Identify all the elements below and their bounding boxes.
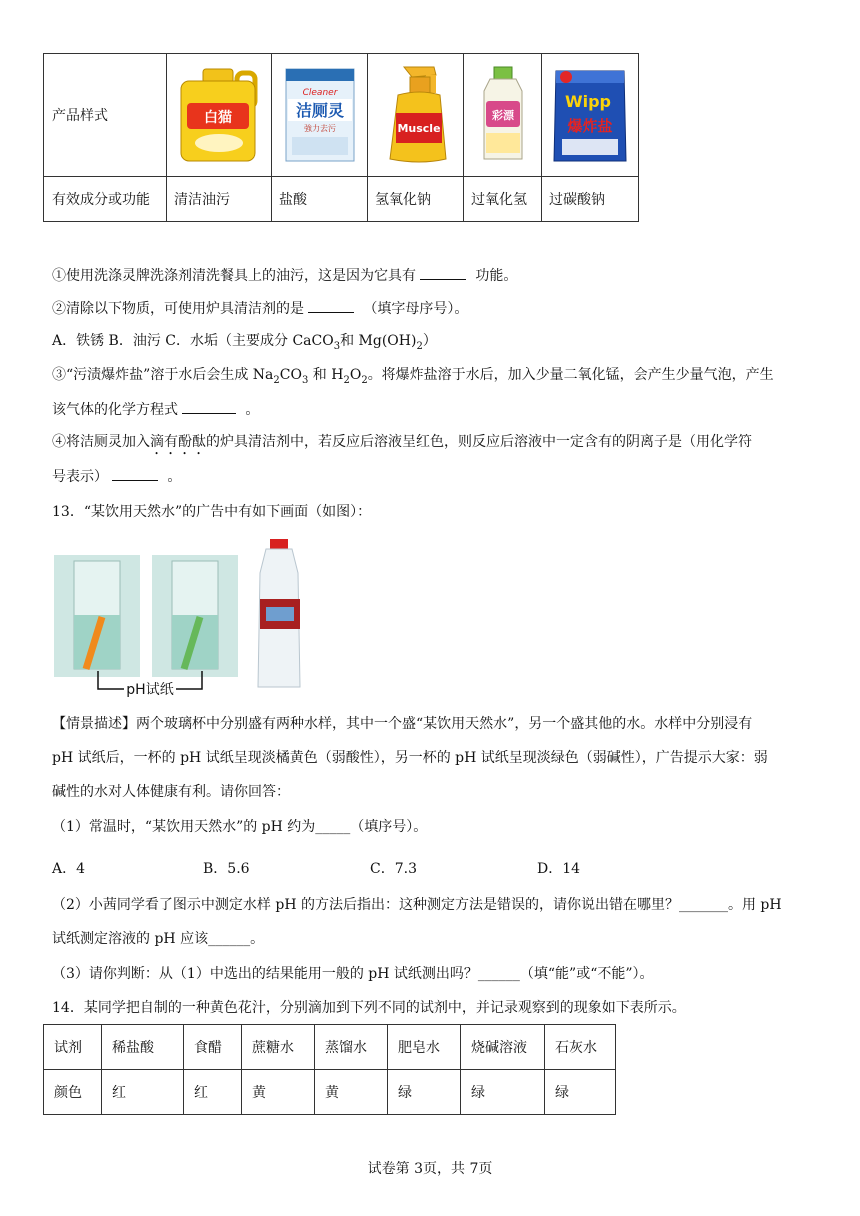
table-cell: 肥皂水 [388, 1025, 461, 1070]
product-image-cell [464, 54, 542, 177]
q12-item-3-cont: 该气体的化学方程式 。 [52, 399, 259, 419]
product-image-cell [368, 54, 464, 177]
svg-text:Cleaner: Cleaner [302, 88, 337, 98]
q12-item-3: ③“污渍爆炸盐”溶于水后会生成 $Na_2CO_3$ 和 $H_2O_2$。将爆炸盐溶于水后，加入少量二氧化锰，会产生少量气泡，产生 [52, 367, 774, 386]
q12-item-2: ②清除以下物质，可使用炉具清洁剂的是 （填字母序号）。 [52, 298, 468, 318]
function-cell: 过碳酸钠 [542, 177, 639, 222]
q12-item-1: ①使用洗涤灵牌洗涤剂清洗餐具上的油污，这是因为它具有 功能。 [52, 265, 517, 285]
page-footer: 试卷第 3页，共 7页 [367, 1161, 493, 1177]
bleach-bottle-icon [476, 63, 530, 167]
spray-bottle-icon [376, 63, 456, 167]
svg-text:彩漂: 彩漂 [491, 109, 514, 122]
detergent-bottle-icon [175, 65, 263, 165]
ph-test-figure [52, 537, 312, 697]
product-image-cell [272, 54, 368, 177]
ph-paper-label: pH试纸 [126, 682, 174, 697]
powder-bag-icon [548, 65, 632, 165]
table-cell: 黄 [242, 1070, 315, 1115]
table-cell: 绿 [388, 1070, 461, 1115]
table-cell: 试剂 [44, 1025, 102, 1070]
table-cell: 石灰水 [545, 1025, 616, 1070]
table-cell: 颜色 [44, 1070, 102, 1115]
table-cell: 食醋 [184, 1025, 242, 1070]
option-d[interactable]: D．14 [537, 861, 581, 877]
function-cell: 过氧化氢 [464, 177, 542, 222]
toilet-cleaner-box-icon [282, 65, 358, 165]
table-cell: 黄 [315, 1070, 388, 1115]
svg-text:洁厕灵: 洁厕灵 [295, 101, 344, 120]
answer-blank[interactable] [112, 466, 158, 481]
q13-scenario-2: pH 试纸后，一杯的 pH 试纸呈现淡橘黄色（弱酸性），另一杯的 pH 试纸呈现淡绿色（弱碱性），广告提示大家：弱 [52, 750, 768, 766]
option-b[interactable]: B．5.6 [203, 861, 250, 877]
q13-title: 13．“某饮用天然水”的广告中有如下画面（如图）： [52, 504, 372, 520]
q13-question-3: （3）请你判断：从（1）中选出的结果能用一般的 pH 试纸测出吗？______（填“能”或“不能”）。 [52, 966, 654, 982]
function-cell: 氢氧化钠 [368, 177, 464, 222]
table-cell: 蒸馏水 [315, 1025, 388, 1070]
svg-text:爆炸盐: 爆炸盐 [567, 117, 613, 135]
row-label-function: 有效成分或功能 [44, 177, 167, 222]
table-cell: 稀盐酸 [102, 1025, 184, 1070]
q14-title: 14．某同学把自制的一种黄色花汁，分别滴加到下列不同的试剂中，并记录观察到的现象如下表所示。 [52, 1000, 686, 1016]
product-image-cell [542, 54, 639, 177]
q12-item-4-cont: 号表示） 。 [52, 466, 181, 486]
table-cell: 红 [102, 1070, 184, 1115]
row-label-style: 产品样式 [44, 54, 167, 177]
q13-question-1: （1）常温时，“某饮用天然水”的 pH 约为_____（填序号）。 [52, 819, 428, 835]
q13-question-2-cont: 试纸测定溶液的 pH 应该______。 [52, 931, 265, 947]
table-cell: 红 [184, 1070, 242, 1115]
answer-blank[interactable] [420, 265, 466, 280]
q12-item-4: ④将洁厕灵加入滴有酚酞的炉具清洁剂中，若反应后溶液呈红色，则反应后溶液中一定含有的阴离子是（用化学符 [52, 434, 752, 450]
table-cell: 绿 [461, 1070, 545, 1115]
option-c[interactable]: C．7.3 [370, 861, 417, 877]
answer-blank[interactable] [308, 298, 354, 313]
q13-scenario-1: 【情景描述】两个玻璃杯中分别盛有两种水样，其中一个盛“某饮用天然水”，另一个盛其他的水。水样中分别浸有 [52, 716, 753, 732]
table-cell: 蔗糖水 [242, 1025, 315, 1070]
option-a[interactable]: A．4 [52, 861, 86, 877]
q13-scenario-3: 碱性的水对人体健康有利。请你回答： [52, 784, 290, 800]
svg-text:強力去污: 強力去污 [303, 124, 336, 133]
product-image-cell [167, 54, 272, 177]
indicator-table [43, 1024, 616, 1115]
function-cell: 清洁油污 [167, 177, 272, 222]
svg-text:Wipp: Wipp [564, 92, 612, 111]
q13-question-2: （2）小茜同学看了图示中测定水样 pH 的方法后指出：这种测定方法是错误的，请你说出错在哪里？_______。用 pH [52, 897, 782, 913]
svg-text:Muscle: Muscle [396, 122, 441, 135]
table-cell: 绿 [545, 1070, 616, 1115]
q12-options: A．铁锈 B．油污 C．水垢（主要成分 CaCO$_3$和 $Mg(OH)_2$） [52, 333, 437, 352]
svg-text:白猫: 白猫 [204, 110, 232, 126]
function-cell: 盐酸 [272, 177, 368, 222]
answer-blank[interactable] [182, 399, 236, 414]
table-cell: 烧碱溶液 [461, 1025, 545, 1070]
product-table [43, 53, 639, 222]
